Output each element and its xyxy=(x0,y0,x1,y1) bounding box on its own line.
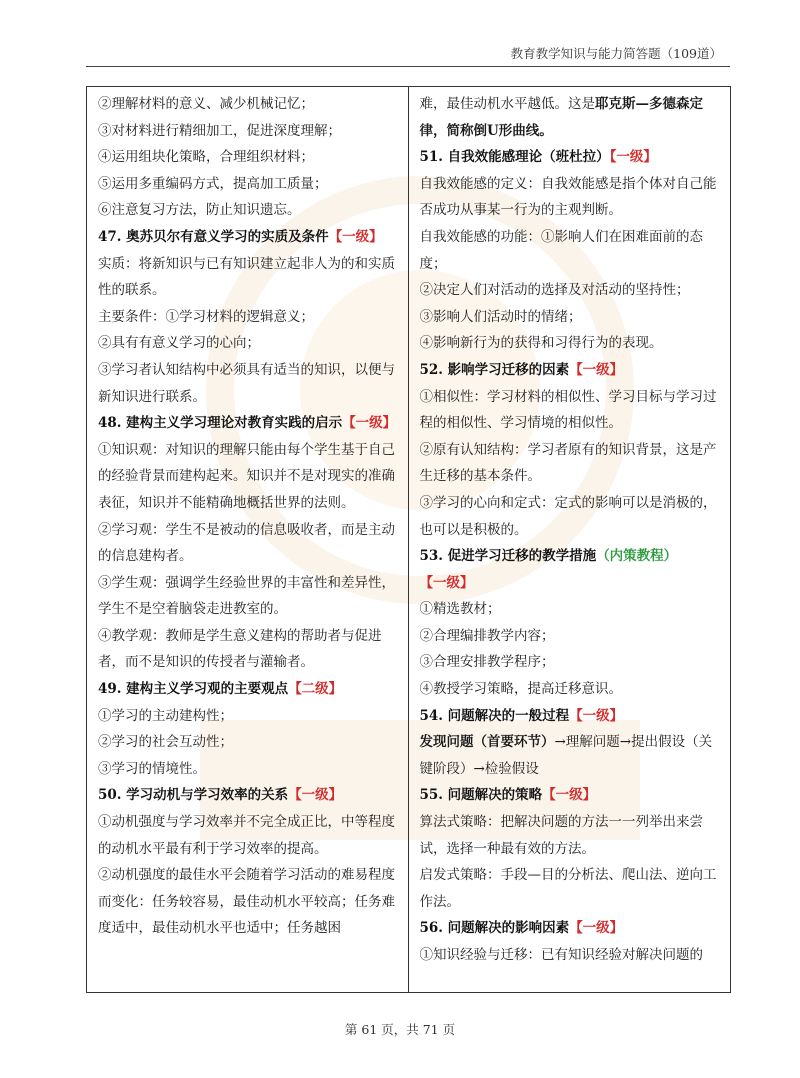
level-tag: 【一级】 xyxy=(569,361,624,378)
left-column xyxy=(87,87,409,992)
page-number: 第 61 页，共 71 页 xyxy=(344,1022,456,1037)
text-line: 自我效能感的功能：①影响人们在困难面前的态度； xyxy=(419,228,703,272)
text-line: ③学生观：强调学生经验世界的丰富性和差异性，学生不是空着脑袋走进教室的。 xyxy=(98,574,395,618)
text-line: ④影响新行为的获得和习得行为的表现。 xyxy=(419,335,663,352)
text-line: 主要条件：①学习材料的逻辑意义； xyxy=(98,308,314,325)
text-line: ④运用组块化策略，合理组织材料； xyxy=(98,149,314,166)
mnemonic-tag: （内策教程） xyxy=(596,548,678,565)
text-line: 实质：将新知识与已有知识建立起非人为的和实质性的联系。 xyxy=(98,255,395,299)
text-line: ②决定人们对活动的选择及对活动的坚持性； xyxy=(419,282,690,299)
text-line: ③对材料进行精细加工，促进深度理解； xyxy=(98,122,341,139)
text-line xyxy=(420,91,722,144)
text-line: ③学习者认知结构中必须具有适当的知识，以便与新知识进行联系。 xyxy=(98,361,395,405)
question-heading-47 xyxy=(98,224,399,251)
text-line: 算法式策略：把解决问题的方法一一列举出来尝试，选择一种最有效的方法。 xyxy=(419,814,703,857)
page-header: 教育教学知识与能力简答题（109道） xyxy=(510,46,722,61)
emphasis-text: 发现问题（首要环节） xyxy=(419,734,555,751)
text-line: ①学习的主动建构性； xyxy=(98,707,233,724)
content-table xyxy=(86,86,731,993)
text-line: ①知识经验与迁移：已有知识经验对解决问题的 xyxy=(419,947,703,963)
text-line: 自我效能感的定义：自我效能感是指个体对自己能否成功从事某一行为的主观判断。 xyxy=(419,175,717,219)
heading-text: 50. 学习动机与学习效率的关系 xyxy=(98,787,289,804)
question-heading-49 xyxy=(98,676,399,703)
text-line: ②原有认知结构：学习者原有的知识背景，这是产生迁移的基本条件。 xyxy=(419,441,717,485)
heading-text: 52. 影响学习迁移的因素 xyxy=(419,361,570,378)
level-tag: 【一级】 xyxy=(609,149,657,166)
header-rule xyxy=(86,66,730,67)
heading-text: 55. 问题解决的策略 xyxy=(419,787,543,804)
heading-text: 47. 奥苏贝尔有意义学习的实质及条件 xyxy=(98,228,329,245)
text-line: ②学习的社会互动性； xyxy=(98,734,233,751)
level-tag: 【一级】 xyxy=(419,574,474,591)
text-line: ①知识观：对知识的理解只能由每个学生基于自己的经验背景而建构起来。知识并不是对现实的准确表征，知识并不能精确地概括世界的法则。 xyxy=(98,441,395,511)
level-tag: 【一级】 xyxy=(542,787,597,804)
text-line: ③学习的心向和定式：定式的影响可以是消极的，也可以是积极的。 xyxy=(419,494,717,538)
question-heading-50 xyxy=(98,782,399,809)
level-tag: 【一级】 xyxy=(569,707,624,724)
emphasis-text: 耶克斯—多德森定律，简称倒U形曲线。 xyxy=(419,96,703,139)
heading-text: 54. 问题解决的一般过程 xyxy=(419,707,570,724)
text-line: ④教学观：教师是学生意义建构的帮助者与促进者，而不是知识的传授者与灌输者。 xyxy=(98,627,382,671)
text-line: 启发式策略：手段—目的分析法、爬山法、逆向工作法。 xyxy=(419,867,717,910)
text-line: ③合理安排教学程序； xyxy=(419,654,555,671)
text-line: ②动机强度的最佳水平会随着学习活动的难易程度而变化：任务较容易，最佳动机水平较高；任务难度适中，最佳动机水平也适中；任务越困 xyxy=(98,867,395,937)
text-line: ①精选教材； xyxy=(419,601,501,618)
text-line: ②理解材料的意义、减少机械记忆； xyxy=(98,96,314,112)
level-tag: 【一级】 xyxy=(328,228,383,245)
heading-text: 49. 建构主义学习观的主要观点 xyxy=(98,681,289,698)
question-heading-56 xyxy=(420,915,722,942)
question-heading-55 xyxy=(420,782,722,809)
level-tag: 【二级】 xyxy=(288,681,343,698)
level-tag: 【一级】 xyxy=(569,920,624,937)
question-heading-52 xyxy=(420,357,722,384)
question-heading-48 xyxy=(98,410,399,437)
text-line xyxy=(420,729,722,782)
question-heading-53 xyxy=(420,543,722,596)
right-column xyxy=(409,87,731,992)
text-line: ②具有有意义学习的心向； xyxy=(98,335,260,352)
level-tag: 【一级】 xyxy=(288,787,343,804)
heading-text: 53. 促进学习迁移的教学措施 xyxy=(419,548,597,565)
text-line: ⑤运用多重编码方式，提高加工质量； xyxy=(98,175,328,192)
text-span: 难，最佳动机水平越低。这是 xyxy=(419,96,595,112)
text-line: ④教授学习策略，提高迁移意识。 xyxy=(419,681,622,698)
text-line: ①动机强度与学习效率并不完全成正比，中等程度的动机水平最有利于学习效率的提高。 xyxy=(98,814,395,857)
question-heading-54 xyxy=(420,703,722,730)
heading-text: 56. 问题解决的影响因素 xyxy=(419,920,570,937)
level-tag: 【一级】 xyxy=(342,415,397,432)
heading-text: 48. 建构主义学习理论对教育实践的启示 xyxy=(98,415,343,432)
text-line: ②学习观：学生不是被动的信息吸收者，而是主动的信息建构者。 xyxy=(98,521,395,565)
text-line: ③影响人们活动时的情绪； xyxy=(419,308,582,325)
text-line: ②合理编排教学内容； xyxy=(419,627,555,644)
heading-text: 51. 自我效能感理论（班杜拉） xyxy=(419,149,610,166)
text-line: ⑥注意复习方法，防止知识遗忘。 xyxy=(98,202,301,219)
text-line: ①相似性：学习材料的相似性、学习目标与学习过程的相似性、学习情境的相似性。 xyxy=(419,388,717,432)
text-line: ③学习的情境性。 xyxy=(98,760,206,777)
text-span: →理解问题→提出假设（关键阶段）→检验假设 xyxy=(419,734,713,777)
question-heading-51 xyxy=(420,144,722,171)
